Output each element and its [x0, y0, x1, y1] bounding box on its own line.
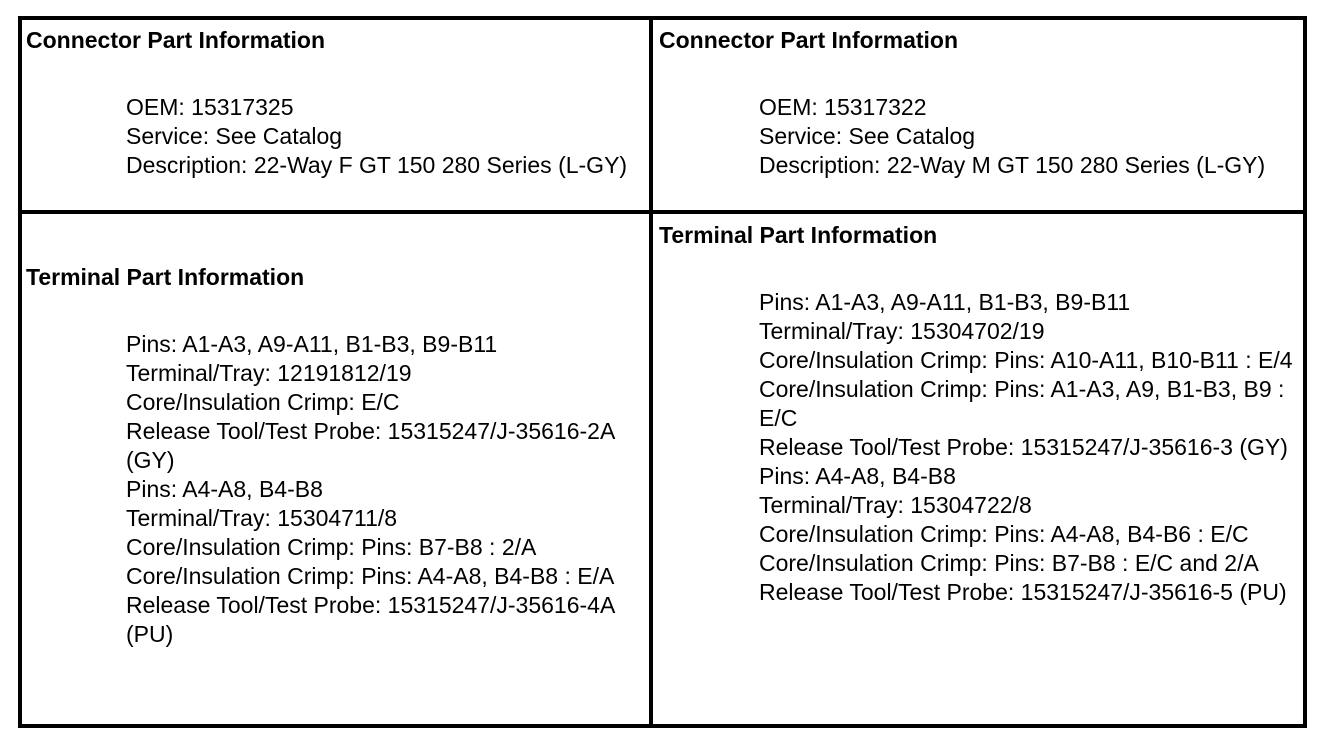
- terminal-line: Terminal/Tray: 15304711/8: [126, 505, 398, 531]
- terminal-line: Pins: A4-A8, B4-B8: [126, 476, 323, 502]
- right-terminal-heading: Terminal Part Information: [659, 222, 938, 248]
- terminal-line: Core/Insulation Crimp: Pins: B7-B8 : E/C and 2/A: [759, 550, 1259, 576]
- column-divider: [649, 16, 653, 728]
- terminal-line: Core/Insulation Crimp: E/C: [126, 389, 400, 415]
- left-terminal-cell: [26, 263, 644, 649]
- terminal-line: Terminal/Tray: 15304702/19: [759, 318, 1045, 344]
- left-connector-cell: [26, 26, 644, 180]
- row-divider-left: [18, 210, 653, 214]
- right-connector-heading: Connector Part Information: [659, 27, 959, 53]
- left-terminal-details: [126, 330, 638, 649]
- left-terminal-heading: Terminal Part Information: [26, 264, 305, 290]
- terminal-line: Release Tool/Test Probe: 15315247/J-35616-2A (GY): [126, 418, 615, 473]
- terminal-line: Pins: A4-A8, B4-B8: [759, 463, 956, 489]
- row-divider-right: [649, 210, 1307, 214]
- terminal-line: Release Tool/Test Probe: 15315247/J-35616-4A (PU): [126, 592, 615, 647]
- terminal-line: Core/Insulation Crimp: Pins: B7-B8 : 2/A: [126, 534, 537, 560]
- right-terminal-details: [759, 288, 1297, 607]
- terminal-line: Core/Insulation Crimp: Pins: A1-A3, A9, B1-B3, B9 : E/C: [759, 376, 1285, 431]
- terminal-line: Pins: A1-A3, A9-A11, B1-B3, B9-B11: [759, 289, 1131, 315]
- left-connector-details: [126, 93, 636, 180]
- terminal-line: Core/Insulation Crimp: Pins: A10-A11, B10-B11 : E/4: [759, 347, 1293, 373]
- right-terminal-cell: [659, 221, 1299, 607]
- terminal-line: Release Tool/Test Probe: 15315247/J-35616-3 (GY): [759, 434, 1288, 460]
- terminal-line: Core/Insulation Crimp: Pins: A4-A8, B4-B6 : E/C: [759, 521, 1249, 547]
- right-connector-details: [759, 93, 1269, 180]
- right-connector-description: Description: 22-Way M GT 150 280 Series (L-GY): [759, 152, 1266, 178]
- terminal-line: Terminal/Tray: 15304722/8: [759, 492, 1032, 518]
- terminal-line: Terminal/Tray: 12191812/19: [126, 360, 412, 386]
- right-connector-service: Service: See Catalog: [759, 123, 976, 149]
- left-connector-service: Service: See Catalog: [126, 123, 343, 149]
- terminal-line: Pins: A1-A3, A9-A11, B1-B3, B9-B11: [126, 331, 498, 357]
- terminal-line: Core/Insulation Crimp: Pins: A4-A8, B4-B8 : E/A: [126, 563, 615, 589]
- terminal-line: Release Tool/Test Probe: 15315247/J-35616-5 (PU): [759, 579, 1287, 605]
- right-connector-oem: OEM: 15317322: [759, 94, 927, 120]
- left-connector-heading: Connector Part Information: [26, 27, 326, 53]
- left-connector-description: Description: 22-Way F GT 150 280 Series (L-GY): [126, 152, 628, 178]
- left-connector-oem: OEM: 15317325: [126, 94, 294, 120]
- right-connector-cell: [659, 26, 1299, 180]
